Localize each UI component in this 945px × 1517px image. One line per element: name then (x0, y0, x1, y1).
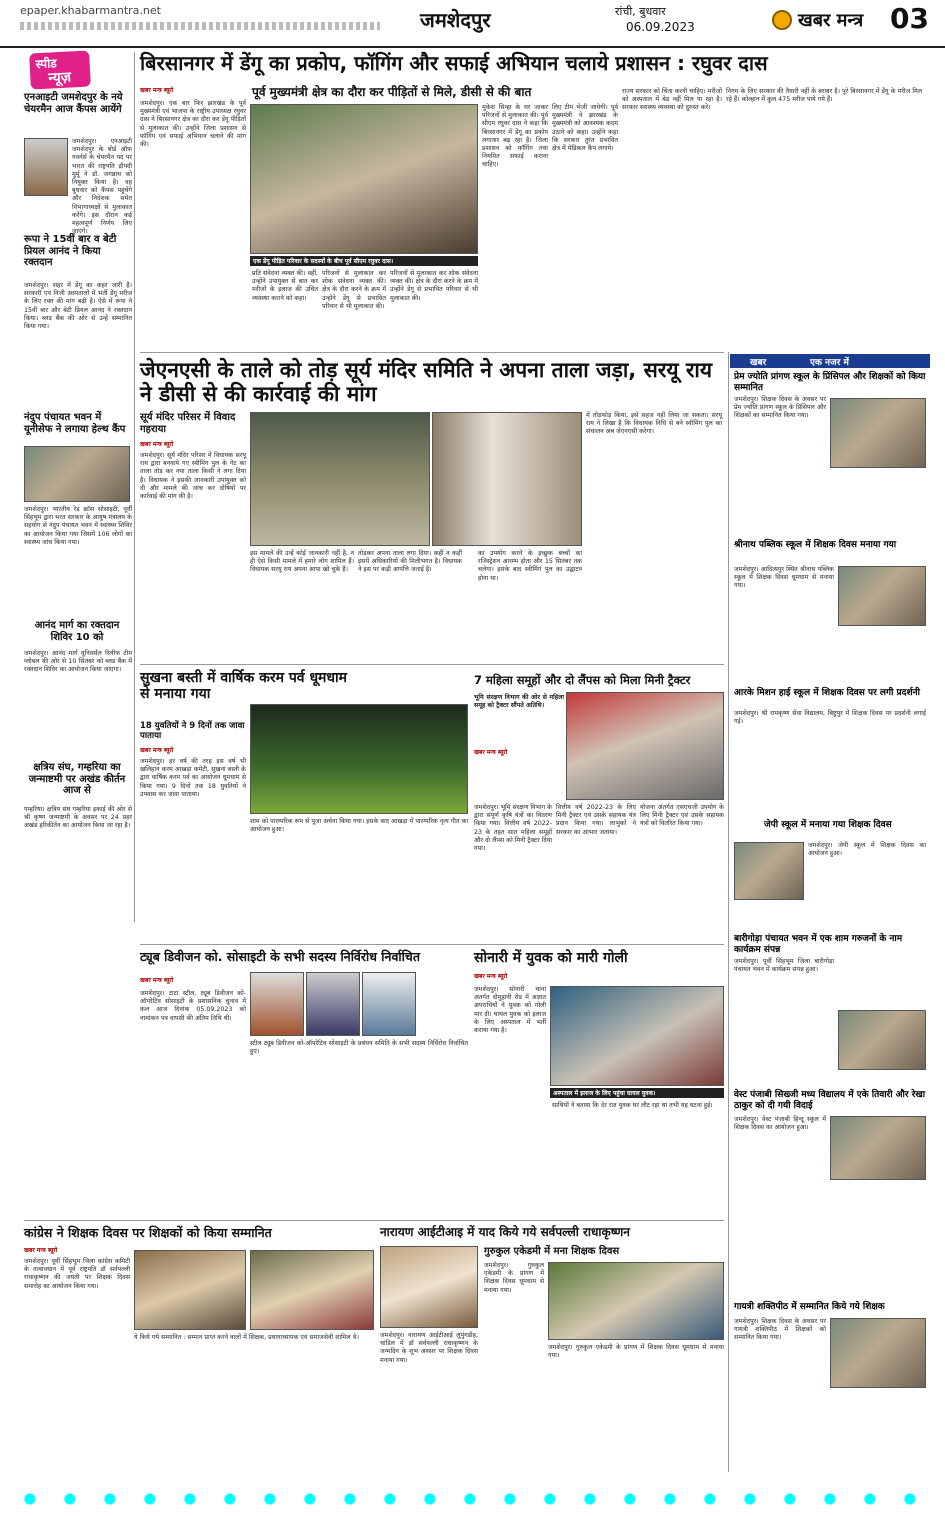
story2-headline: जेएनएसी के ताले को तोड़ सूर्य मंदिर समिति ने अपना ताला जड़ा, सरयू राय ने डीसी से की कार्रवाई की मांग (140, 358, 713, 407)
health-camp-photo (24, 446, 130, 502)
left-headline-1: एनआइटी जमशेदपुर के नये चेयरमैन आज कैंपस आयेंगे (24, 92, 123, 115)
story1-subhead: पूर्व मुख्यमंत्री क्षेत्र का दौरा कर पीड़ितों से मिले, डीसी से की बात (252, 85, 532, 99)
badge-word-2: न्यूज़ (48, 69, 72, 87)
story7-photo-2 (250, 1250, 374, 1330)
story1-col6: राज्य सरकार को चिंता करनी चाहिए। मरीजों को अस्पताल में बेड नहीं मिल पा रहा है। सरकार स्वास्थ्य व्यवस्था को दुरुस्त करे। (622, 88, 722, 112)
story5-headline: ट्यूब डिवीजन को. सोसाइटी के सभी सदस्य निर्विरोध निर्वाचित (140, 949, 420, 964)
right-text-3: जमशेदपुर। श्री रामकृष्ण सेवा विद्यालय, बिष्टुपुर में शिक्षक दिवस पर प्रदर्शनी लगाई गई। (734, 710, 926, 726)
right-headline-1: प्रेम ज्योति प्रांगण स्कूल के प्रिंसिपल और शिक्षकों को किया सम्मानित (734, 372, 926, 393)
story1-col2: प्रति संवेदना व्यक्त की। वहीं, उन्होंने उपायुक्त से बात कर मरीजों के इलाज की उचित व्यवस्था कराने को कहा। (252, 270, 318, 302)
story1-bottom-rule (140, 352, 724, 353)
story9-col2: जमशेदपुर। गुरुकुल एकेडमी के प्रांगण में शिक्षक दिवस धूमधाम से मनाया गया। (548, 1344, 724, 1360)
left-headline-5: क्षत्रिय संघ, गम्हरिया का जन्माष्टमी पर अखंड कीर्तन आज से (28, 762, 126, 796)
story6-col1: जमशेदपुर। सोनारी थाना अंतर्गत दोमुहानी रोड में अज्ञात अपराधियों ने युवक को गोली मार दी। घायल युवक को इलाज के लिए अस्पताल में भर्ती कराया गया है। (474, 986, 546, 1035)
right-band (730, 354, 930, 368)
story2-col4: का उपयोग करने के इच्छुक बच्चों का रजिस्ट्रेशन आरम्भ होता और 15 सितंबर तक चलेगा। इसके बाद स्वीमिंग पुल का उद्घाटन होना था। (478, 550, 582, 582)
story5-photo-1 (250, 972, 304, 1036)
left-headline-2: रूपा ने 15वीं बार व बेटी प्रियल आनंद ने किया रक्तदान (24, 234, 117, 268)
story9-col1: जमशेदपुर। गुरुकुल एकेडमी के प्रांगण में शिक्षक दिवस धूमधाम से मनाया गया। (484, 1262, 544, 1294)
story7-col1: जमशेदपुर। पूर्वी सिंहभूम जिला कांग्रेस कमिटी के तत्वावधान में पूर्व राष्ट्रपति डॉ सर्वपल्ली राधाकृष्णन की जयंती पर शिक्षक दिवस समारोह का आयोजन किया गया। (24, 1258, 130, 1290)
top-banner-headline: बिरसानगर में डेंगू का प्रकोप, फॉगिंग और सफाई अभियान चलाये प्रशासन : रघुवर दास (140, 51, 768, 75)
story4-col3: योजना अंतर्गत एसएचजी उपयोग के लिए मिनी ट्रैक्टर एवं उसके सहायक यंत्रों को वितरित किया गया। (640, 804, 724, 828)
story2-col5: में तोड़फोड़ किया, इसे सहज नहीं लिया जा सकता। सरयू राय ने लिखा है कि विधायक निधि से बने स्वीमिंग पुल का संचालन अब जेएनएसी करेगा। (586, 412, 722, 436)
story4-photo (566, 692, 724, 800)
right-photo-6 (830, 1116, 926, 1180)
story2-byline: खबर मन्त्र ब्यूरो (140, 441, 174, 448)
right-headline-4: जेपी स्कूल में मनाया गया शिक्षक दिवस (764, 820, 892, 830)
story3-bottom-rule (140, 944, 724, 945)
footer-register-marks (20, 1492, 925, 1506)
story6-col2: साथियों ने बताया कि देर रात युवक घर लौट रहा था तभी यह घटना हुई। (552, 1102, 713, 1109)
story2-photo-left (250, 412, 430, 546)
right-headline-7: गायत्री शक्तिपीठ में सम्मानित किये गये शिक्षक (734, 1302, 885, 1312)
right-headline-6: वेस्ट पंजाबी सिख्जी मध्य विद्यालय में एके तिवारी और रेखा ठाकुर को दी गयी विदाई (734, 1090, 926, 1111)
right-col-divider (728, 352, 729, 1472)
story4-byline: खबर मन्त्र ब्यूरो (474, 749, 508, 756)
story3-subhead: 18 युवतियों ने 9 दिनों तक जावा पाताया (140, 721, 245, 741)
left-text-1: जमशेदपुर। एनआइटी जमशेदपुर के बोर्ड ऑफ गवर्नर्स के चेयरमैन पद पर भारत की राष्ट्रपति द्रौपदी मुर्मू ने डॉ. जगन्नाथ को नियुक्त किया है। वह बुधवार को कैंपस पहुंचेंगे और निदेशक समेत विभागाध्यक्षों से मुलाकात करेंगे। इस दौरान कई महत्वपूर्ण निर्णय लिए जाएंगे। (72, 138, 132, 236)
story4-caption: भूमि संरक्षण विभाग की ओर से महिला समूह को ट्रैक्टर सौंपते अतिथि। (474, 694, 564, 710)
left-col-divider (134, 52, 135, 922)
brand-logo-icon (772, 10, 792, 30)
story2-bottom-rule (140, 664, 724, 665)
date: 06.09.2023 (626, 20, 695, 34)
left-text-3: जमशेदपुर। भारतीय रेड क्रॉस सोसाइटी, पूर्वी सिंहभूम द्वारा भरत सरकार के आयुष मंत्रालय के सहयोग से नंदुप पंचायत भवन में स्वास्थ्य शिविर का आयोजन किया गया जिसमें 106 लोगों का स्वास्थ्य जांच किया गया। (24, 506, 132, 546)
story5-byline: खबर मन्त्र ब्यूरो (140, 977, 174, 984)
story4-headline: 7 महिला समूहों और दो लैंपस को मिला मिनी ट्रैक्टर (474, 673, 691, 687)
story2-subhead: सूर्य मंदिर परिसर में विवाद गहराया (140, 412, 236, 435)
story3-col1: जमशेदपुर। हर वर्ष की तरह इस वर्ष भी खलिहान करम आखड़ा कमेटी, सुखना बस्ती के द्वारा वार्षिक करम पर्व का आयोजन धूमधाम से किया गया। 9 दिनों तक 18 युवतियों ने उपवास कर जावा पाताया। (140, 758, 246, 798)
speed-news-badge (29, 50, 91, 89)
left-headline-4: आनंद मार्ग का रक्तदान शिविर 10 को (34, 620, 120, 643)
story1-col4: मुकेश सिन्हा के घर जाकर परिजनों से मुलाकात की। पूर्व सीएम रघुवर दास ने कहा कि बिरसानगर में डेंगू का प्रकोप लगातार बढ़ रहा है। जिला प्रशासन को फॉगिंग तथा नियमित सफाई कराना चाहिए। (482, 104, 548, 169)
right-headline-3: आरके मिशन हाई स्कूल में शिक्षक दिवस पर लगी प्रदर्शनी (734, 688, 920, 698)
story3-col2: शाम को पारम्परिक रूप से पूजा अर्चना किया गया। इसके बाद आखड़ा में पारम्परिक नृत्य गीत का आयोजन हुआ। (250, 818, 468, 834)
left-text-2: जमशेदपुर। शहर में डेंगू का कहर जारी है। सरकारी एवं निजी अस्पतालों में भर्ती डेंगू मरीज के लिए रक्त की मांग बढ़ी है। ऐसे में रूपा ने 15वीं बार और बेटी प्रियल आनंद ने रक्तदान किया। ब्लड बैंक की ओर से उन्हें सम्मानित किया गया। (24, 282, 132, 331)
story1-byline: खबर मन्त्र ब्यूरो (140, 87, 174, 94)
story5-col1: जमशेदपुर। टाटा स्टील, ट्यूब डिवीजन को-ऑपरेटिव सोसाइटी के प्रशासनिक चुनाव में कल आज दिनांक 05.09.2023 को नामांकन पत्र वापसी की अंतिम तिथि थी। (140, 990, 246, 1022)
story3-byline: खबर मन्त्र ब्यूरो (140, 747, 174, 754)
right-headline-5: बारीगोड़ा पंचायत भवन में एक शाम गरुजनों के नाम कार्यक्रम संपन्न (734, 934, 903, 955)
story7-headline: कांग्रेस ने शिक्षक दिवस पर शिक्षकों को किया सम्मानित (24, 1225, 272, 1240)
story1-photo (250, 104, 478, 254)
story7-photo-1 (134, 1250, 246, 1330)
story6-caption: अस्पताल में इलाज के लिए पहुंचा घायल युवक। (550, 1088, 724, 1098)
masthead (0, 0, 945, 48)
story4-col1: जमशेदपुर। भूमि संरक्षण विभाग के द्वारा संपूर्ण कृषि यंत्रों का वितरण किया गया। वित्तीय वर्ष 2022-23 के तहत सात महिला समूहों और दो लैंपस को मिनी ट्रैक्टर दिया गया। (474, 804, 552, 853)
chairman-photo (24, 138, 68, 196)
story6-byline: खबर मन्त्र ब्यूरो (474, 973, 508, 980)
right-text-4: जमशेदपुर। जेपी स्कूल में शिक्षक दिवस का आयोजन हुआ। (808, 842, 926, 858)
right-text-1: जमशेदपुर। शिक्षक दिवस के अवसर पर प्रेम ज्योति प्रांगण स्कूल के प्रिंसिपल और शिक्षकों का सम्मानित किया गया। (734, 396, 826, 420)
story1-caption: एक डेंगू पीड़ित परिवार के सदस्यों के बीच पूर्व सीएम रघुवर दास। (250, 256, 478, 266)
right-headline-2: श्रीनाथ पब्लिक स्कूल में शिक्षक दिवस मनाया गया (734, 540, 897, 550)
story2-col2: इस मामले की उन्हें कोई जानकारी नहीं है, न ही ऐसे किसी मामले में हमारे लोग शामिल हैं। विधायक सरयू राय अपना आपा खो चुके हैं। (250, 550, 354, 574)
brand-name: खबर मन्त्र (798, 10, 864, 31)
right-photo-4 (734, 842, 804, 900)
story3-photo (250, 704, 468, 814)
left-text-4: जमशेदपुर। आनंद मार्ग यूनिवर्सल रिलीफ टीम ग्लोबल की ओर से 10 सितंबर को ब्लड बैंक में रक्तदान शिविर का आयोजन किया जाएगा। (24, 650, 132, 674)
story1-col5: लिए टीम भेजी जायेगी। पूर्व मुख्यमंत्री ने झारखंड के मुख्यमंत्री को आवश्यक कदम उठाने को कहा। उन्होंने कहा कि सरकार तुरंत प्रभावित क्षेत्र में मेडिकल कैंप लगाये। (552, 104, 618, 153)
story3-headline: सुखना बस्ती में वार्षिक करम पर्व धूमधाम से मनाया गया (140, 670, 348, 703)
story8-col1: जमशेदपुर। नारायण आईटीआई लुपुंगडीह, चांडिल में डॉ सर्वपल्ली राधाकृष्णन के जन्मदिन के शुभ अवसर पर शिक्षक दिवस मनाया गया। (380, 1332, 478, 1364)
badge-word-1: स्पीड (35, 56, 58, 72)
story6-photo (550, 986, 724, 1086)
right-photo-5 (838, 1010, 926, 1070)
story9-photo (548, 1262, 724, 1340)
right-photo-7 (830, 1318, 926, 1388)
right-photo-1 (830, 398, 926, 468)
story4-col2: वित्तीय वर्ष 2022-23 के लिए मिनी ट्रैक्टर एवं उसके सहायक यंत्र प्रदान किया गया। लाभुकों ने सरकार का आभार जताया। (556, 804, 636, 836)
story1-col3: परिजनों से मुलाकात कर शोक संवेदना व्यक्त की। क्षेत्र के दौरा करने के क्रम में उन्होंने डेंगू से प्रभावित परिवार से भी मुलाकात की। (322, 270, 386, 310)
epaper-url[interactable]: epaper.khabarmantra.net (20, 4, 161, 17)
page-number: 03 (890, 2, 929, 35)
story6-headline: सोनारी में युवक को मारी गोली (474, 950, 628, 966)
story1-col3b: परिजनों से मुलाकात कर शोक संवेदना व्यक्त की। क्षेत्र के दौरा करने के क्रम में उन्होंने डेंगू से प्रभावित परिवार से भी मुलाकात की। (390, 270, 478, 302)
right-photo-2 (838, 566, 926, 626)
city-day: रांची, बुधवार (615, 5, 666, 18)
story7-col2: ये किये गये सम्मानित : सम्मान प्राप्त करने वालों में शिक्षक, प्रधानाध्यापक एवं समाजसेवी शामिल थे। (134, 1334, 360, 1341)
story9-headline: गुरुकुल एकेडमी में मना शिक्षक दिवस (484, 1246, 620, 1257)
story5-photo-2 (306, 972, 360, 1036)
story5-bottom-rule (24, 1220, 724, 1221)
right-text-7: जमशेदपुर। शिक्षक दिवस के अवसर पर गायत्री शक्तिपीठ में शिक्षकों को सम्मानित किया गया। (734, 1318, 826, 1342)
story2-col3: तोड़कर अपना ताला लगा दिया। कहीं न कहीं इसमें अधिकारियों की मिलीभगत है। विधायक ने इस पर कड़ी आपत्ति जताई है। (358, 550, 462, 574)
story8-photo (380, 1246, 478, 1328)
story2-col1: जमशेदपुर। सूर्य मंदिर परिसर में विधायक सरयू राय द्वारा बनवाये गए स्वीमिंग पुल के गेट का ताला तोड़ कर नया ताला किसी ने लगा दिया है। विधायक ने इसकी जानकारी उपायुक्त को दी और मामले की जांच कर दोषियों पर कार्रवाई की मांग की है। (140, 452, 246, 501)
story5-photo-3 (362, 972, 416, 1036)
story7-byline: खबर मन्त्र ब्यूरो (24, 1247, 58, 1254)
story5-col2: स्टील ट्यूब डिवीजन को-ऑपरेटिव सोसाइटी के प्रबंधन समिति के सभी सदस्य निर्विरोध निर्वाचित हुए। (250, 1040, 468, 1056)
story2-photo-right (432, 412, 582, 546)
story8-headline: नारायण आईटीआइ में याद किये गये सर्वपल्ली राधाकृष्णन (380, 1225, 630, 1239)
story1-col7: निगम के लिए सरकार की तैयारी नहीं के बराबर है। पूरे बिरसानगर में डेंगू के मरीज मिल रहे हैं। कोल्हान में कुल 475 मरीज पाये गये हैं। (726, 88, 922, 104)
left-text-5: गम्हरिया। क्षत्रिय संघ गम्हरिया इकाई की ओर से श्री कृष्ण जन्माष्टमी के अवसर पर 24 प्रहर अखंड हरिकीर्तन का आयोजन किया जा रहा है। (24, 806, 132, 830)
edition-title: जमशेदपुर (420, 8, 491, 32)
story1-col1: जमशेदपुर। एक बार फिर झारखंड के पूर्व मुख्यमंत्री एवं भाजपा के राष्ट्रीय उपाध्यक्ष रघुवर दास ने बिरसानगर क्षेत्र का दौरा कर डेंगू पीड़ितों से मुलाकात की। उन्होंने जिला प्रशासन से फॉगिंग एवं सफाई अभियान चलाने की मांग की। (140, 100, 246, 149)
right-band-label-2: एक नजर में (810, 358, 849, 368)
right-text-5: जमशेदपुर। पूर्वी सिंहभूम जिला बारीगोड़ा पंचायत भवन में कार्यक्रम संपन्न हुआ। (734, 958, 834, 974)
right-text-2: जमशेदपुर। आदित्यपुर स्थित श्रीनाथ पब्लिक स्कूल में शिक्षक दिवस धूमधाम से मनाया गया। (734, 566, 834, 590)
header-stripes (20, 22, 380, 30)
right-text-6: जमशेदपुर। वेस्ट पंजाबी हिन्दू स्कूल में शिक्षक दिवस का आयोजन हुआ। (734, 1116, 826, 1132)
right-band-label: खबर (750, 358, 767, 368)
left-headline-3: नंदुप पंचायत भवन में यूनीसेफ ने लगाया हेल्थ कैंप (24, 412, 126, 435)
